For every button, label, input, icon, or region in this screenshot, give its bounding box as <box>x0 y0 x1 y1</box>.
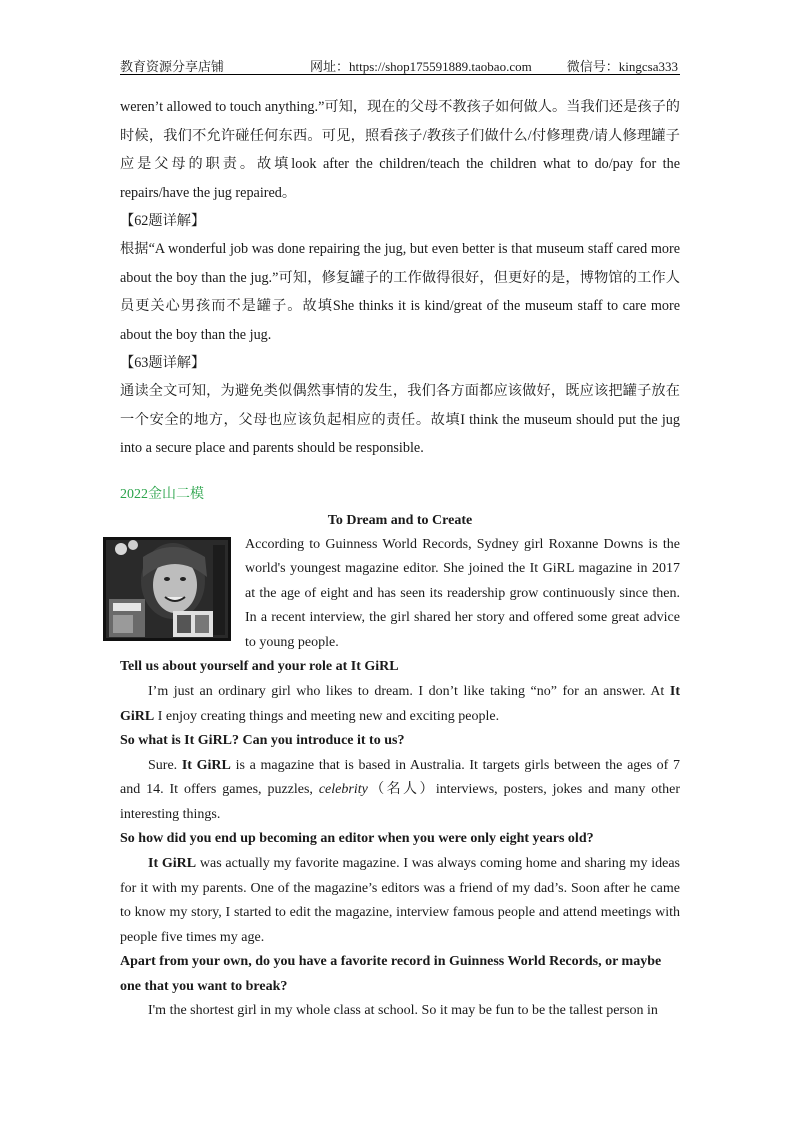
vocab-word: celebrity <box>318 782 368 798</box>
answer-3-post: was actually my favorite magazine. I was always coming home and sharing my ideas for it with my parents. One of the magazine’s editors was a friend of my dad’s. Soon after he came to know my story, I started to edit the magazine, interview famous people and attend meetings with people five times my age. <box>120 855 680 945</box>
magazine-name: It GiRL <box>181 757 231 773</box>
heading-q63: 【63题详解】 <box>120 355 206 371</box>
answer-63-text: 通读全文可知，为避免类似偶然事情的发生，我们各方面都应该做好，既应该把罐子放在一个安全的地方，父母也应该负起相应的责任。故填I think the museum should put the jug into a secure place and parents should be responsible. <box>120 383 680 456</box>
answer-4: I'm the shortest girl in my whole class at school. So it may be fun to be the tallest person in <box>148 1003 658 1019</box>
heading-q62: 【62题详解】 <box>120 213 206 229</box>
answer-61-text: weren’t allowed to touch anything.”可知，现在的父母不教孩子如何做人。当我们还是孩子的时候，我们不允许碰任何东西。可见，照看孩子/教孩子们做什么/付修理费/请人修理罐子应是父母的职责。故填look after the children/teach the children what to do/pay for the repairs/have the jug repaired。 <box>120 99 680 201</box>
article-title: To Dream and to Create <box>327 512 473 528</box>
magazine-name: It GiRL <box>148 855 197 871</box>
article-photo <box>103 537 231 641</box>
magazine-name: It GiRL <box>120 683 680 724</box>
header-wechat: 微信号：kingcsa333 <box>566 59 678 74</box>
answer-2-mid: is a magazine that is based in Australia. It targets girls between the ages of 7 and 14. It offers games, puzzles, <box>120 757 680 798</box>
question-3: So how did you end up becoming an editor when you were only eight years old? <box>120 831 594 847</box>
page-header <box>120 52 680 75</box>
answer-2 <box>120 754 680 828</box>
answer-2-pre: Sure. <box>148 757 182 773</box>
article-intro: According to Guinness World Records, Sydney girl Roxanne Downs is the world's youngest magazine editor. She joined the It GiRL magazine in 2017 at the age of eight and has seen its readership grow continuously since then. In a recent interview, the girl shared her story and offered some great advice to young people. <box>245 536 680 650</box>
header-url[interactable]: 网址：https://shop175591889.taobao.com <box>310 59 532 74</box>
question-4: Apart from your own, do you have a favorite record in Guinness World Records, or maybe one that you want to break? <box>120 954 662 994</box>
page-content <box>120 93 680 1024</box>
section-source-tag: 2022金山二模 <box>120 486 204 502</box>
girl-photo-image <box>103 537 231 641</box>
answer-1-pre: I’m just an ordinary girl who likes to dream. I don’t like taking “no” for an answer. At <box>148 683 670 699</box>
answer-2-post: interviews, posters, jokes and many other interesting things. <box>120 782 680 822</box>
header-shop-name: 教育资源分享店铺 <box>120 59 225 74</box>
vocab-gloss: （名人） <box>367 782 436 798</box>
answer-1-post: I enjoy creating things and meeting new and exciting people. <box>154 708 500 724</box>
answer-3 <box>120 852 680 950</box>
question-2: So what is It GiRL? Can you introduce it to us? <box>120 733 405 749</box>
answer-1 <box>120 680 680 729</box>
question-1: Tell us about yourself and your role at It GiRL <box>120 659 399 675</box>
answer-62-text: 根据“A wonderful job was done repairing the jug, but even better is that museum staff cared more about the boy than the jug.”可知，修复罐子的工作做得很好，但更好的是，博物馆的工作人员更关心男孩而不是罐子。故填She thinks it is kind/great of the museum staff to care more about the boy than the jug. <box>120 241 680 343</box>
